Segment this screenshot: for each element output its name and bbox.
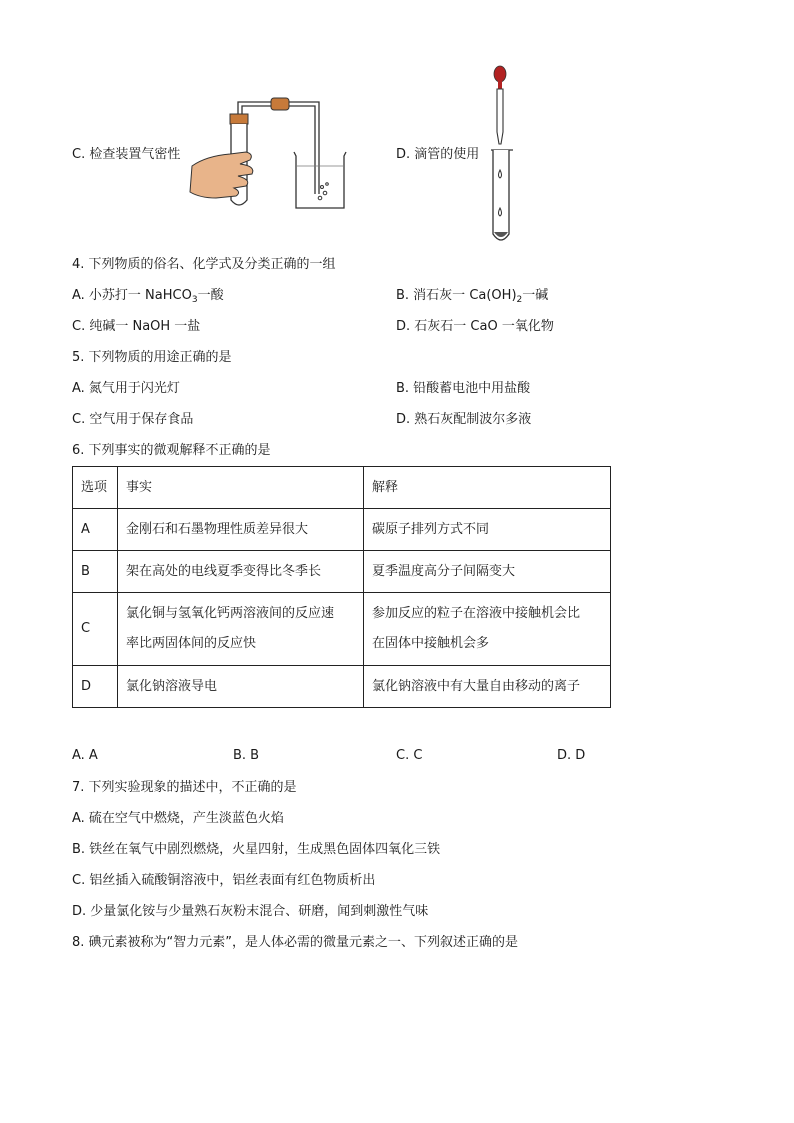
header-fact: 事实 bbox=[118, 467, 364, 509]
q5-option-c: C. 空气用于保存食品 bbox=[72, 412, 194, 427]
row-fact: 架在高处的电线夏季变得比冬季长 bbox=[118, 551, 364, 593]
q7-option-c: C. 铝丝插入硫酸铜溶液中，铝丝表面有红色物质析出 bbox=[72, 873, 376, 888]
row-explanation: 碳原子排列方式不同 bbox=[364, 509, 611, 551]
facts-table bbox=[72, 466, 611, 708]
table-row bbox=[73, 666, 611, 708]
stopper-icon bbox=[230, 114, 248, 124]
header-option: 选项 bbox=[73, 467, 118, 509]
dropper-illustration bbox=[484, 62, 524, 248]
table-row bbox=[73, 509, 611, 551]
row-fact-line: 率比两固体间的反应快 bbox=[126, 636, 257, 651]
q3-option-c: C. 检查装置气密性 bbox=[72, 147, 181, 162]
airtightness-check-illustration bbox=[186, 94, 350, 214]
q6-stem: 6. 下列事实的微观解释不正确的是 bbox=[72, 443, 271, 458]
row-explanation: 氯化钠溶液中有大量自由移动的离子 bbox=[364, 666, 611, 708]
table-row bbox=[73, 593, 611, 666]
q4-option-b bbox=[396, 287, 548, 309]
row-option: B bbox=[73, 551, 118, 593]
q5-stem: 5. 下列物质的用途正确的是 bbox=[72, 350, 232, 365]
table-row bbox=[73, 551, 611, 593]
dropper-bulb-icon bbox=[494, 66, 506, 82]
q7-stem: 7. 下列实验现象的描述中，不正确的是 bbox=[72, 780, 297, 795]
header-explanation: 解释 bbox=[364, 467, 611, 509]
row-option: C bbox=[73, 593, 118, 666]
q4-option-b-text: B. 消石灰一 Ca(OH) bbox=[396, 288, 517, 303]
row-explanation: 夏季温度高分子间隔变大 bbox=[364, 551, 611, 593]
row-fact: 氯化钠溶液导电 bbox=[118, 666, 364, 708]
row-fact: 金刚石和石墨物理性质差异很大 bbox=[118, 509, 364, 551]
q6-choice-c: C. C bbox=[396, 748, 423, 763]
q5-option-d: D. 熟石灰配制波尔多液 bbox=[396, 412, 532, 427]
q4-stem: 4. 下列物质的俗名、化学式及分类正确的一组 bbox=[72, 257, 336, 272]
q6-choice-a: A. A bbox=[72, 748, 98, 763]
q4-option-c: C. 纯碱一 NaOH 一盐 bbox=[72, 319, 201, 334]
q4-option-a bbox=[72, 287, 224, 309]
row-option: A bbox=[73, 509, 118, 551]
q6-choice-b: B. B bbox=[233, 748, 260, 763]
q4-option-a-subscript: 3 bbox=[191, 295, 198, 305]
q4-option-a-text: A. 小苏打一 NaHCO bbox=[72, 288, 192, 303]
q4-option-b-subscript: 2 bbox=[516, 295, 523, 305]
table-header-row bbox=[73, 467, 611, 509]
row-explanation-line: 参加反应的粒子在溶液中接触机会比 bbox=[372, 606, 581, 621]
row-explanation-line: 在固体中接触机会多 bbox=[372, 636, 490, 651]
row-fact bbox=[118, 593, 364, 666]
row-option: D bbox=[73, 666, 118, 708]
q7-option-d: D. 少量氯化铵与少量熟石灰粉末混合、研磨，闻到刺激性气味 bbox=[72, 904, 429, 919]
rubber-connector-icon bbox=[271, 98, 289, 110]
q4-option-b-suffix: 一碱 bbox=[522, 288, 549, 303]
dropper-icon bbox=[497, 89, 503, 144]
q6-choice-d: D. D bbox=[557, 748, 586, 763]
q3-option-d: D. 滴管的使用 bbox=[396, 147, 480, 162]
q4-option-d: D. 石灰石一 CaO 一氧化物 bbox=[396, 319, 554, 334]
row-fact-line: 氯化铜与氢氧化钙两溶液间的反应速 bbox=[126, 606, 335, 621]
test-tube-icon bbox=[493, 150, 509, 240]
q5-option-a: A. 氮气用于闪光灯 bbox=[72, 381, 180, 396]
q8-stem: 8. 碘元素被称为“智力元素”，是人体必需的微量元素之一、下列叙述正确的是 bbox=[72, 935, 519, 950]
q7-option-a: A. 硫在空气中燃烧，产生淡蓝色火焰 bbox=[72, 811, 284, 826]
q7-option-b: B. 铁丝在氧气中剧烈燃烧，火星四射，生成黑色固体四氧化三铁 bbox=[72, 842, 441, 857]
q5-option-b: B. 铅酸蓄电池中用盐酸 bbox=[396, 381, 531, 396]
q4-option-a-suffix: 一酸 bbox=[197, 288, 224, 303]
row-explanation bbox=[364, 593, 611, 666]
